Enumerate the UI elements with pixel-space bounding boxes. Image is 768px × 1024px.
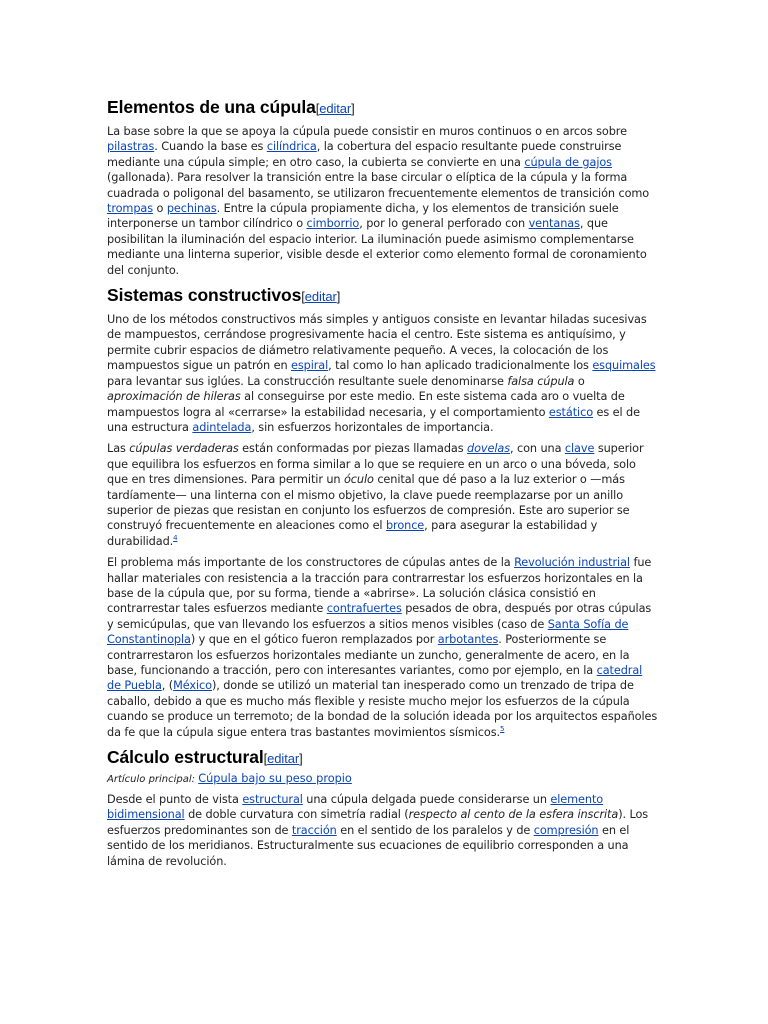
edit-section-link (316, 101, 355, 116)
link-arbotantes[interactable]: arbotantes (437, 633, 499, 647)
link-esquimales[interactable]: esquimales (592, 359, 656, 373)
link-estatico[interactable]: estático (548, 405, 594, 419)
edit-bracket-open: [ (263, 751, 268, 767)
section-heading (107, 746, 659, 770)
text-run: La base sobre la que se apoya la cúpula puede consistir en muros continuos o en arcos sobre (107, 125, 627, 138)
link-cilindrica[interactable]: cilíndrica (266, 140, 317, 154)
link-cimborrio[interactable]: cimborrio (306, 217, 360, 231)
link-pilastras[interactable]: pilastras (107, 140, 155, 154)
edit-link[interactable]: editar (319, 101, 352, 116)
reference-link[interactable]: 4 (173, 533, 178, 542)
text-run: El problema más importante de los constructores de cúpulas antes de la (107, 556, 515, 570)
text-run: superior que equilibra los esfuerzos en forma similar a lo que se requiere en un arco o una bóveda, solo que en tres dimensiones. Para permitir un (107, 442, 644, 487)
italic-term: falsa cúpula (507, 374, 575, 388)
text-run: ) y que en el gótico fueron remplazados por (190, 633, 438, 647)
text-run: pesados de obra, después por otras cúpulas y semicúpulas, que van llevando los esfuerzos a sitios menos visibles (caso de (107, 602, 652, 631)
link-elemento-bidimensional[interactable]: elemento bidimensional (107, 793, 604, 822)
text-run: Desde el punto de vista (107, 793, 243, 807)
edit-bracket-close: ] (351, 101, 355, 116)
main-article-link[interactable]: Cúpula bajo su peso propio (198, 772, 352, 786)
link-revolucion-industrial[interactable]: Revolución industrial (514, 556, 630, 570)
text-run: fue hallar materiales con resistencia a la tracción para contrarrestar los esfuerzos horizontales en la base de la cúpula que, por su forma, tiende a «abrirse». La solución clásica consistió en contrarrestar tales esfuerzos mediante (107, 556, 652, 616)
link-estructural[interactable]: estructural (242, 793, 303, 807)
link-dovelas-text: dovelas (467, 442, 511, 456)
text-run: , tal como lo han aplicado tradicionalmente los (328, 359, 593, 373)
text-run: Uno de los métodos constructivos más simples y antiguos consiste en levantar hiladas sucesivas de mampuestos, cerrándose progresivamente hacia el centro. Este sistema es antiquísimo, y permite cubrir espacios de diámetro relativamente pequeño. A veces, la colocación de los mampuestos sigue un patrón en (107, 313, 647, 373)
reference-link[interactable]: 5 (500, 724, 505, 733)
edit-section-link (301, 289, 340, 304)
section-title: Sistemas constructivos (107, 285, 302, 306)
link-ventanas[interactable]: ventanas (528, 217, 580, 231)
text-run: , la cobertura del espacio resultante puede construirse mediante una cúpula simple; en otro caso, la cubierta se convierte en una (107, 140, 622, 169)
link-pechinas[interactable]: pechinas (166, 202, 217, 216)
link-trompas[interactable]: trompas (107, 202, 154, 216)
link-traccion[interactable]: tracción (291, 823, 337, 837)
italic-term: cúpulas verdaderas (129, 442, 239, 456)
text-run: , con una (510, 442, 565, 456)
italic-term: respecto al cento de la esfera inscrita (408, 808, 619, 822)
text-run: , para asegurar la estabilidad y durabilidad. (107, 519, 598, 548)
link-catedral-de-puebla[interactable]: catedral de Puebla (107, 664, 643, 693)
text-run: , por lo general perforado con (359, 217, 529, 231)
section-heading (107, 96, 659, 120)
text-run: . Entre la cúpula propiamente dicha, y los elementos de transición suele interponerse un tambor cilíndrico o (107, 202, 619, 231)
italic-term: aproximación de hileras (107, 390, 241, 404)
text-run: , que posibilitan la iluminación del espacio interior. La iluminación puede asimismo complementarse mediante una linterna superior, visible desde el exterior como elemento formal de coronamiento del conjunto. (107, 217, 647, 277)
text-run: Las (107, 442, 130, 456)
edit-link[interactable]: editar (267, 751, 300, 767)
section-sistemas-constructivos (107, 284, 659, 740)
text-run: ). Los esfuerzos predominantes son de (107, 808, 649, 837)
section-heading (107, 284, 659, 308)
paragraph (107, 792, 659, 869)
link-cupula-de-gajos[interactable]: cúpula de gajos (524, 155, 612, 169)
italic-term: óculo (343, 473, 374, 487)
text-run: es el de una estructura (107, 405, 640, 434)
link-clave[interactable]: clave (564, 442, 595, 456)
text-run: cenital que dé paso a la luz exterior o —más tardíamente— una linterna con el mismo objetivo, la clave puede reemplazarse por un anillo superior de piezas que resistan en conjunto los esfuerzos de compresión. Este aro superior se construyó frecuentemente en aleaciones como el (107, 473, 630, 533)
section-calculo-estructural (107, 746, 659, 869)
link-espiral[interactable]: espiral (291, 359, 329, 373)
text-run: . Cuando la base es (154, 140, 267, 154)
section-title: Cálculo estructural (107, 747, 264, 768)
text-run: . Posteriormente se contrarrestaron los esfuerzos horizontales mediante un zuncho, generalmente de acero, en la base, funcionando a tracción, pero con interesantes variantes, como por ejemplo, en la (107, 633, 630, 677)
article-body (107, 96, 659, 875)
edit-section-link (264, 751, 303, 766)
text-run: o (153, 202, 167, 216)
text-run: de doble curvatura con simetría radial ( (184, 808, 409, 822)
edit-bracket-open: [ (315, 101, 320, 116)
text-run: están conformadas por piezas llamadas (238, 442, 468, 456)
link-mexico[interactable]: México (173, 679, 212, 693)
link-dovelas[interactable] (467, 442, 510, 455)
link-bronce[interactable]: bronce (385, 519, 425, 533)
edit-bracket-close: ] (299, 751, 303, 767)
paragraph (107, 124, 659, 278)
link-contrafuertes[interactable]: contrafuertes (326, 602, 402, 616)
text-run: o (574, 374, 585, 388)
edit-bracket-open: [ (301, 289, 305, 305)
text-run: en el sentido de los meridianos. Estructuralmente sus ecuaciones de equilibrio corresponden a una lámina de revolución. (107, 823, 630, 868)
text-run: al conseguirse por este medio. En este sistema cada aro o vuelta de mampuestos logra al «cerrarse» la estabilidad necesaria, y el comportamiento (107, 390, 625, 419)
edit-link[interactable]: editar (304, 289, 337, 305)
main-article-note (107, 771, 659, 787)
text-run: en el sentido de los paralelos y de (336, 823, 534, 837)
text-run: una cúpula delgada puede considerarse un (302, 793, 551, 807)
link-compresion[interactable]: compresión (533, 823, 599, 837)
paragraph (107, 441, 659, 549)
text-run: ), donde se utilizó un material tan inesperado como un trenzado de tripa de caballo, debido a que es mucho más flexible y resiste mucho mejor los esfuerzos de la cúpula cuando se produce un terremoto; de la bondad de la solución ideada por los arquitectos españoles da fe que la cúpula sigue entera tras bastantes movimientos sísmicos. (107, 679, 658, 739)
link-adintelada[interactable]: adintelada (192, 420, 252, 434)
edit-bracket-close: ] (336, 289, 341, 305)
section-elementos (107, 96, 659, 278)
paragraph (107, 555, 659, 740)
link-santa-sofia[interactable]: Santa Sofía de Constantinopla (107, 617, 629, 647)
main-article-label: Artículo principal: (107, 774, 196, 786)
text-run: (gallonada). Para resolver la transición entre la base circular o elíptica de la cúpula y la forma cuadrada o poligonal del basamento, se utilizaron frecuentemente elementos de transición como (107, 171, 650, 200)
paragraph (107, 312, 659, 435)
text-run: , ( (161, 679, 174, 693)
text-run: para levantar sus iglúes. La construcción resultante suele denominarse (107, 374, 508, 388)
text-run: , sin esfuerzos horizontales de importancia. (251, 420, 494, 434)
section-title: Elementos de una cúpula (107, 97, 316, 117)
